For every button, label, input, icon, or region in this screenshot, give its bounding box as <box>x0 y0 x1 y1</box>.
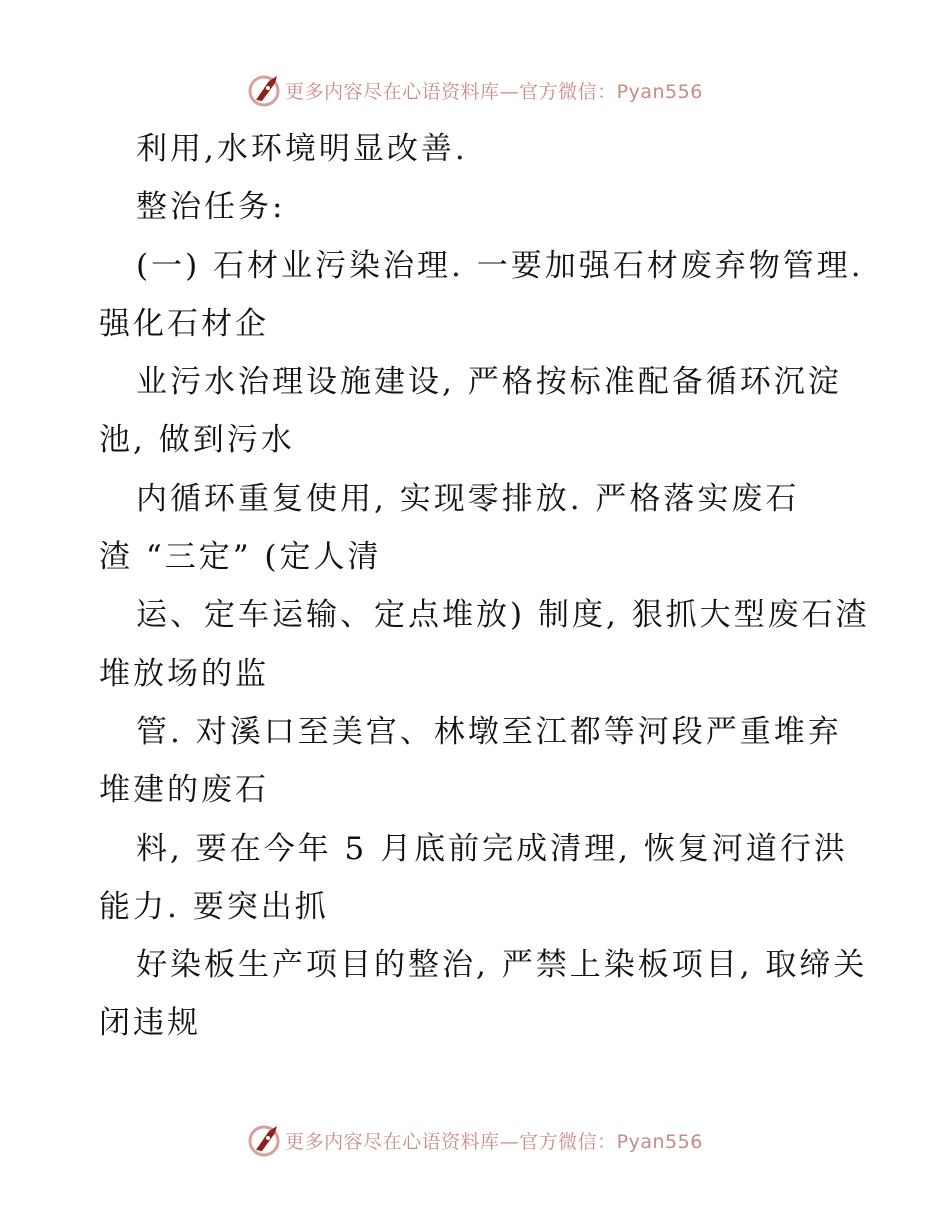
text-line: 内循环重复使用, 实现零排放. 严格落实废石 <box>136 480 800 517</box>
text-line: 管. 对溪口至美宫、林墩至江都等河段严重堆弃 <box>136 713 842 750</box>
text-line: 整治任务: <box>136 189 286 226</box>
text-line: 闭违规 <box>99 1005 201 1042</box>
document-body <box>99 120 870 1053</box>
watermark-wechat: 官方微信：Pyan556 <box>519 1130 703 1153</box>
watermark-main: 更多内容尽在心语资料库 <box>285 1130 500 1153</box>
pen-nib-logo-icon <box>247 73 281 107</box>
watermark-text <box>285 1127 703 1154</box>
text-line: 料, 要在今年 5 月底前完成清理, 恢复河道行洪 <box>136 830 848 867</box>
text-line: 强化石材企 <box>99 305 269 342</box>
text-line: 利用,水环境明显改善. <box>136 131 468 167</box>
text-line: 堆放场的监 <box>99 655 269 692</box>
watermark-text <box>285 77 703 104</box>
text-line: 能力. 要突出抓 <box>99 888 329 925</box>
footer-watermark-banner <box>0 1120 950 1160</box>
text-line: 业污水治理设施建设, 严格按标准配备循环沉淀 <box>136 364 842 401</box>
watermark-wechat: 官方微信：Pyan556 <box>519 80 703 103</box>
text-line: 池, 做到污水 <box>99 422 295 459</box>
text-line: 渣 “三定” (定人清 <box>99 539 382 576</box>
watermark-main: 更多内容尽在心语资料库 <box>285 80 500 103</box>
watermark-separator: — <box>499 80 520 103</box>
text-line: 堆建的废石 <box>99 772 269 809</box>
text-line: 好染板生产项目的整治, 严禁上染板项目, 取缔关 <box>136 947 868 984</box>
text-line: (一) 石材业污染治理. 一要加强石材废弃物管理. <box>136 247 864 284</box>
pen-nib-logo-icon <box>247 1123 281 1157</box>
header-watermark-banner <box>0 70 950 110</box>
watermark-separator: — <box>499 1130 520 1153</box>
text-line: 运、定车运输、定点堆放) 制度, 狠抓大型废石渣 <box>136 597 870 634</box>
